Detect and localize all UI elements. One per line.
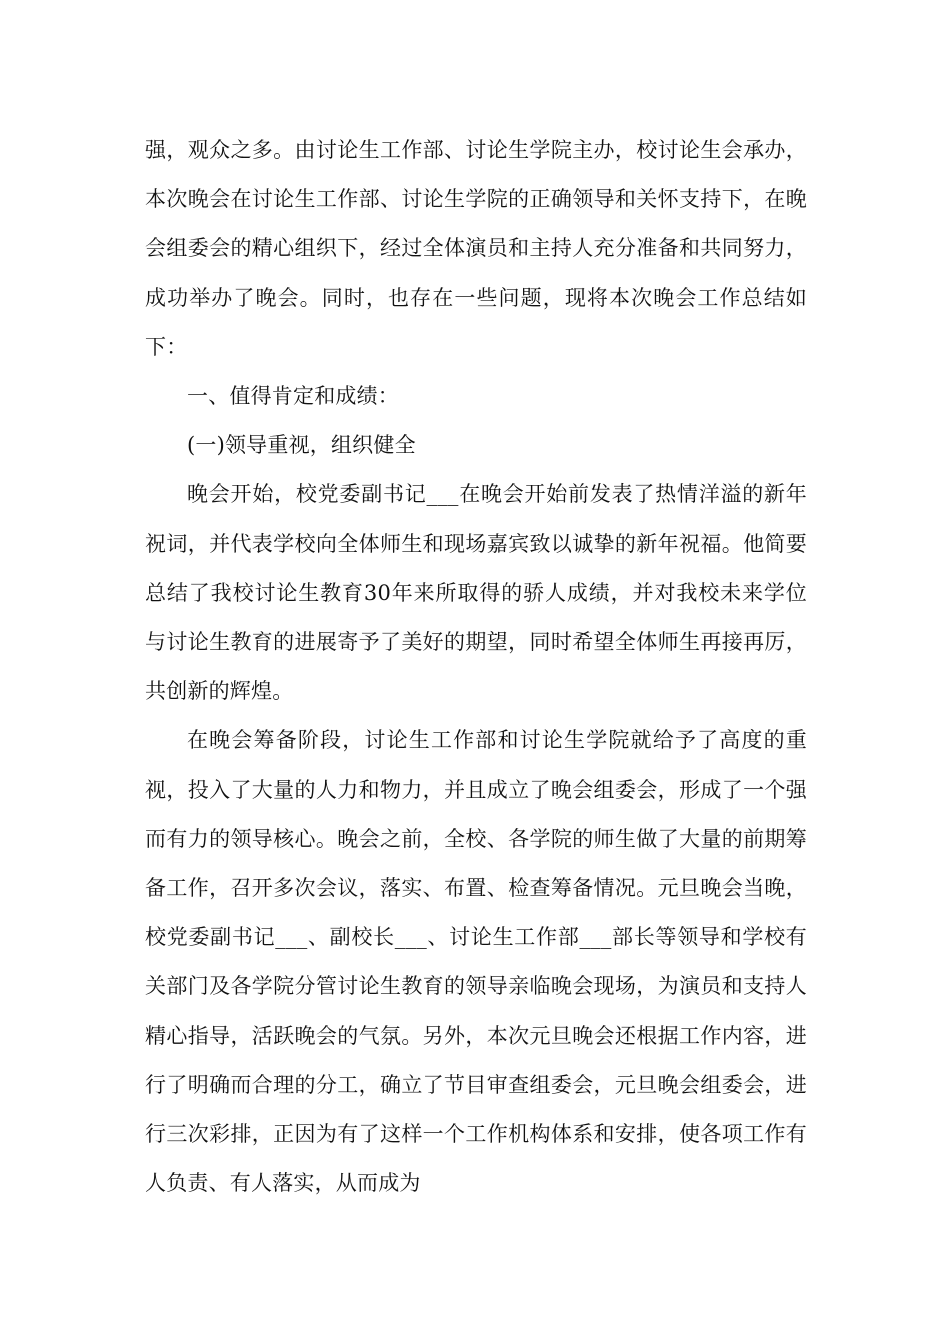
subsection-heading-leadership: (一)领导重视，组织健全 — [187, 433, 416, 458]
document-body — [145, 126, 807, 1208]
paragraph-opening-speech: 晚会开始，校党委副书记___在晚会开始前发表了热情洋溢的新年祝词，并代表学校向全体师生和现场嘉宾致以诚挚的新年祝福。他简要总结了我校讨论生教育30年来所取得的骄人成绩，并对我校未来学位与讨论生教育的进展寄予了美好的期望，同时希望全体师生再接再厉，共创新的辉煌。 — [145, 482, 807, 704]
paragraph-intro-continuation: 强，观众之多。由讨论生工作部、讨论生学院主办，校讨论生会承办，本次晚会在讨论生工作部、讨论生学院的正确领导和关怀支持下，在晚会组委会的精心组织下，经过全体演员和主持人充分准备和共同努力，成功举办了晚会。同时，也存在一些问题，现将本次晚会工作总结如下： — [145, 138, 807, 359]
section-heading-achievements: 一、值得肯定和成绩： — [187, 384, 399, 409]
paragraph-preparation: 在晚会筹备阶段，讨论生工作部和讨论生学院就给予了高度的重视，投入了大量的人力和物力，并且成立了晚会组委会，形成了一个强而有力的领导核心。晚会之前，全校、各学院的师生做了大量的前期筹备工作，召开多次会议，落实、布置、检查筹备情况。元旦晚会当晚，校党委副书记___、副校长___、讨论生工作部___部长等领导和学校有关部门及各学院分管讨论生教育的领导亲临晚会现场，为演员和支持人精心指导，活跃晚会的气氛。另外，本次元旦晚会还根据工作内容，进行了明确而合理的分工，确立了节目审查组委会，元旦晚会组委会，进行三次彩排，正因为有了这样一个工作机构体系和安排，使各项工作有人负责、有人落实，从而成为 — [145, 728, 807, 1196]
